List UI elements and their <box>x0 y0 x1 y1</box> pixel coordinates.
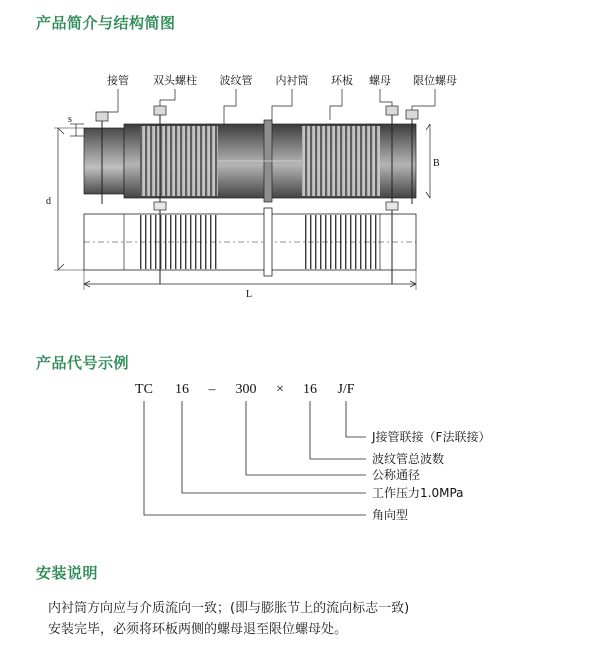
code-part-4: × <box>276 382 284 397</box>
section-title-structure: 产品简介与结构简图 <box>36 14 176 32</box>
code-legend-4: 角向型 <box>372 508 409 522</box>
code-part-3: 300 <box>235 382 257 397</box>
code-legend-3: 工作压力1.0MPa <box>372 486 464 500</box>
code-legend-2: 公称通径 <box>372 468 421 482</box>
structure-callout-labels <box>107 73 457 87</box>
install-note-line-2: 安装完毕，必须将环板两侧的螺母退至限位螺母处。 <box>48 622 348 637</box>
section-title-code: 产品代号示例 <box>36 354 130 372</box>
code-part-2: – <box>208 382 216 397</box>
callout-label-5: 螺母 <box>369 74 391 87</box>
code-legend <box>371 429 490 522</box>
install-notes <box>48 598 568 640</box>
section-title-install: 安装说明 <box>36 564 99 582</box>
code-legend-0: J接管联接（F法联接） <box>372 430 491 444</box>
dimension-label-B: B <box>433 158 440 169</box>
install-note-line-1: 内衬筒方向应与介质流向一致；(即与膨胀节上的流向标志一致) <box>48 601 410 616</box>
bellows-right <box>302 126 380 196</box>
left-pipe <box>84 128 124 194</box>
code-part-0: TC <box>135 382 153 397</box>
callout-label-1: 双头螺柱 <box>153 74 197 87</box>
product-code-diagram <box>40 375 560 535</box>
structure-diagram <box>40 62 560 300</box>
code-part-5: 16 <box>303 382 317 397</box>
section-view <box>84 202 416 284</box>
callout-label-3: 内衬筒 <box>275 74 309 87</box>
dimension-label-L: L <box>246 289 253 300</box>
callout-label-2: 波纹管 <box>219 74 253 87</box>
code-legend-1: 波纹管总波数 <box>372 452 445 466</box>
code-parts <box>135 382 355 397</box>
callout-label-4: 环板 <box>331 74 353 87</box>
bellows-left <box>140 126 218 196</box>
dimension-label-s: s <box>68 114 72 125</box>
code-part-6: J/F <box>337 382 355 397</box>
callout-label-0: 接管 <box>107 74 129 87</box>
code-leader-lines <box>144 401 366 515</box>
callout-label-6: 限位螺母 <box>413 74 457 87</box>
code-part-1: 16 <box>175 382 189 397</box>
dimension-label-d: d <box>46 196 51 207</box>
